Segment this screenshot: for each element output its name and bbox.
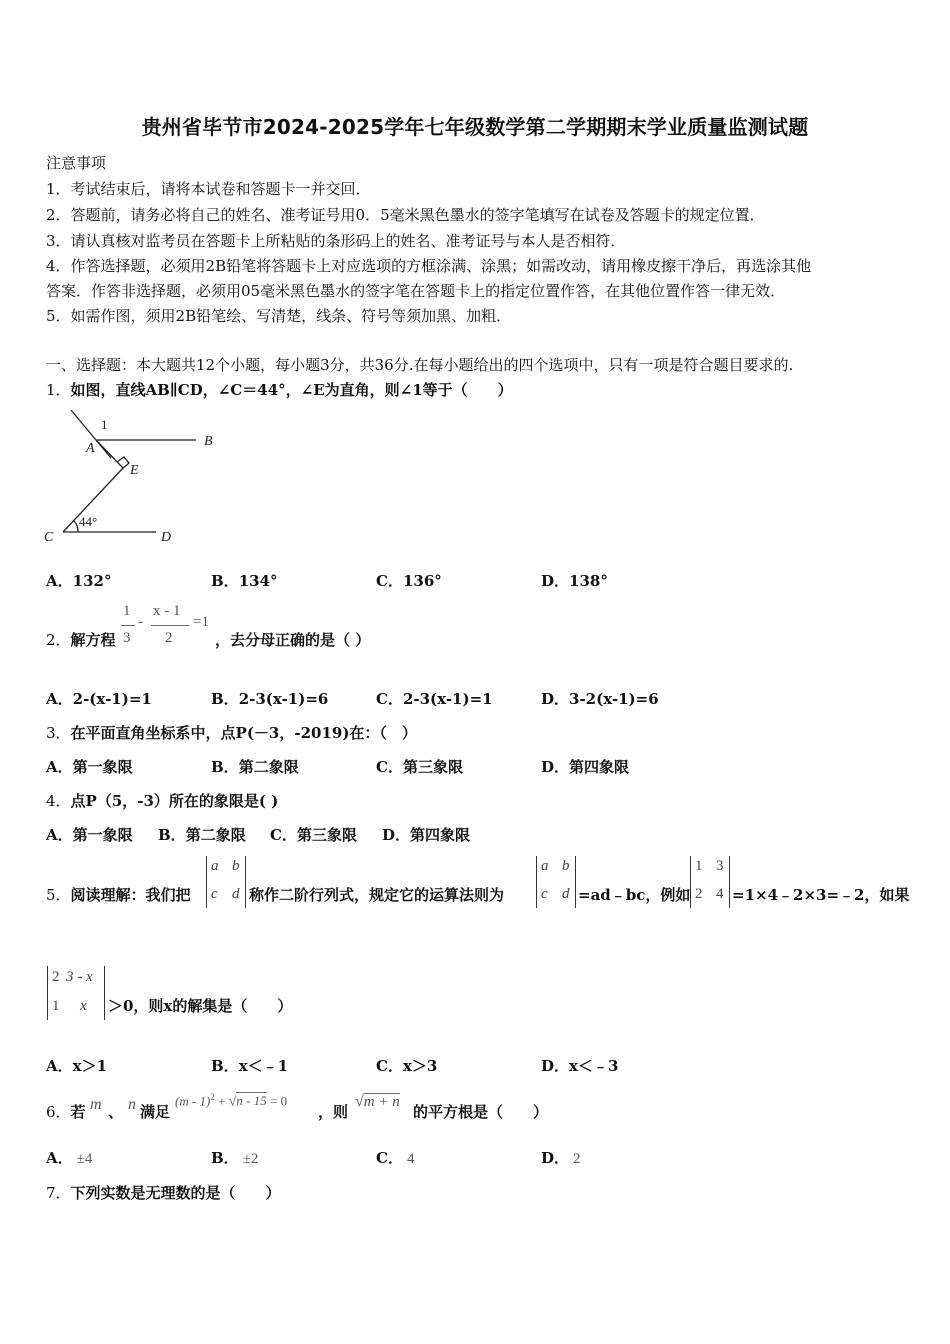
option-c: C．2-3(x-1)=1	[376, 690, 493, 708]
fraction-1-numerator: 1	[123, 603, 131, 619]
option-c: C．x＞3	[376, 1057, 438, 1075]
question-number: 5．	[46, 886, 71, 904]
question-5: 5．阅读理解：我们把	[46, 886, 191, 904]
separator: 、	[108, 1103, 124, 1121]
question-number: 4．	[46, 792, 71, 810]
question-text: 称作二阶行列式，规定它的运算法则为	[249, 886, 505, 904]
question-stem: ，去分母正确的是（ ）	[215, 631, 371, 649]
notice-item: 5．如需作图，须用2B铅笔绘、写清楚，线条、符号等须加黑、加粗．	[46, 307, 512, 325]
notice-heading: 注意事项	[46, 154, 107, 172]
question-stem: 在平面直角坐标系中，点P(－3，-2019)在：（ ）	[70, 724, 417, 742]
determinant-example: 1 3 2 4	[690, 856, 730, 908]
option-c: C．第三象限	[376, 758, 463, 776]
question-text: =1×4﹣2×3=﹣2，如果	[732, 886, 910, 904]
sqrt-m-plus-n: √m + n	[355, 1093, 400, 1110]
option-b: B．134°	[211, 572, 278, 590]
option-a: A．第一象限	[46, 826, 133, 844]
question-text: ＞0，则x的解集是（ ）	[108, 997, 293, 1015]
label-angle-1: 1	[101, 417, 108, 432]
option-a: A．第一象限	[46, 758, 133, 776]
label-D: D	[161, 530, 172, 545]
determinant-abcd-rule: a b c d	[536, 856, 576, 908]
option-d: D．3-2(x-1)=6	[541, 690, 659, 708]
angle-arc	[74, 521, 78, 532]
question-stem: 点P（5，-3）所在的象限是( )	[70, 792, 279, 810]
option-a: A．2-(x-1)=1	[46, 690, 152, 708]
fraction-2-numerator: x - 1	[153, 603, 181, 619]
label-angle-44: 44°	[79, 514, 98, 529]
option-a: A．x＞1	[46, 1057, 108, 1075]
option-b: B．第二象限	[158, 826, 246, 844]
question-text: ，则	[318, 1103, 349, 1121]
label-B: B	[204, 434, 213, 449]
question-3	[46, 722, 417, 743]
option-d: D．138°	[541, 572, 608, 590]
question-text: 的平方根是（ ）	[413, 1103, 549, 1121]
option-d: D．x＜﹣3	[541, 1057, 619, 1075]
minus-sign: -	[138, 614, 143, 630]
question-number: 2．	[46, 631, 71, 649]
question-number: 3．	[46, 724, 71, 742]
label-A: A	[86, 441, 95, 456]
notice-item: 4．作答选择题，必须用2B铅笔将答题卡上对应选项的方框涂满、涂黑；如需改动，请用橡皮擦干净后，再选涂其他	[46, 257, 812, 275]
option-b: B．2-3(x-1)=6	[211, 690, 329, 708]
question-7	[46, 1182, 281, 1203]
question-stem: 如图，直线AB∥CD，∠C＝44°，∠E为直角，则∠1等于（ ）	[70, 381, 513, 399]
question-stem: 下列实数是无理数的是（ ）	[70, 1184, 281, 1202]
condition-expression: (m - 1)$^2$ + √n - 15 = 0	[175, 1092, 288, 1110]
label-C: C	[44, 530, 54, 545]
equals-one: =1	[193, 614, 209, 630]
line-AE	[96, 440, 123, 468]
question-2: 2．解方程	[46, 631, 116, 649]
question-number: 6．	[46, 1103, 71, 1121]
q1-figure	[38, 402, 228, 552]
question-1	[46, 379, 513, 400]
option-a: A．132°	[46, 572, 112, 590]
page-title: 贵州省毕节市2024-2025学年七年级数学第二学期期末学业质量监测试题	[141, 115, 809, 139]
notice-item: 3．请认真核对监考员在答题卡上所粘贴的条形码上的姓名、准考证号与本人是否相符．	[46, 232, 626, 250]
question-number: 1．	[46, 381, 71, 399]
question-number: 7．	[46, 1184, 71, 1202]
fraction-1-bar	[121, 625, 135, 626]
option-b: B． ±2	[211, 1149, 259, 1167]
question-4	[46, 790, 278, 811]
determinant-condition: 2 3 - x 1 x	[47, 966, 105, 1020]
option-d: D．第四象限	[541, 758, 630, 776]
label-E: E	[130, 463, 139, 478]
var-m: m	[90, 1096, 102, 1113]
question-text: 满足	[140, 1103, 171, 1121]
section-heading: 一、选择题：本大题共12个小题，每小题3分，共36分.在每小题给出的四个选项中，只有一项是符合题目要求的.	[46, 356, 794, 374]
fraction-2-denominator: 2	[165, 630, 173, 646]
option-a: A． ±4	[46, 1149, 93, 1167]
notice-item: 答案．作答非选择题，必须用05毫米黑色墨水的签字笔在答题卡上的指定位置作答，在其他位置作答一律无效．	[46, 282, 786, 300]
question-text: =ad﹣bc，例如	[578, 886, 691, 904]
option-c: C．第三象限	[270, 826, 357, 844]
option-d: D．第四象限	[382, 826, 471, 844]
notice-item: 1．考试结束后，请将本试卷和答题卡一并交回．	[46, 180, 371, 198]
option-c: C．136°	[376, 572, 442, 590]
option-d: D． 2	[541, 1149, 581, 1167]
option-c: C． 4	[376, 1149, 415, 1167]
determinant-abcd: a b c d	[206, 856, 246, 908]
option-b: B．第二象限	[211, 758, 299, 776]
option-b: B．x＜﹣1	[211, 1057, 289, 1075]
question-6: 6．若	[46, 1103, 86, 1121]
fraction-2-bar	[151, 625, 189, 626]
var-n: n	[128, 1096, 136, 1113]
notice-item: 2．答题前，请务必将自己的姓名、准考证号用0．5毫米黑色墨水的签字笔填写在试卷及答题卡的规定位置．	[46, 206, 765, 224]
fraction-1-denominator: 3	[123, 630, 131, 646]
